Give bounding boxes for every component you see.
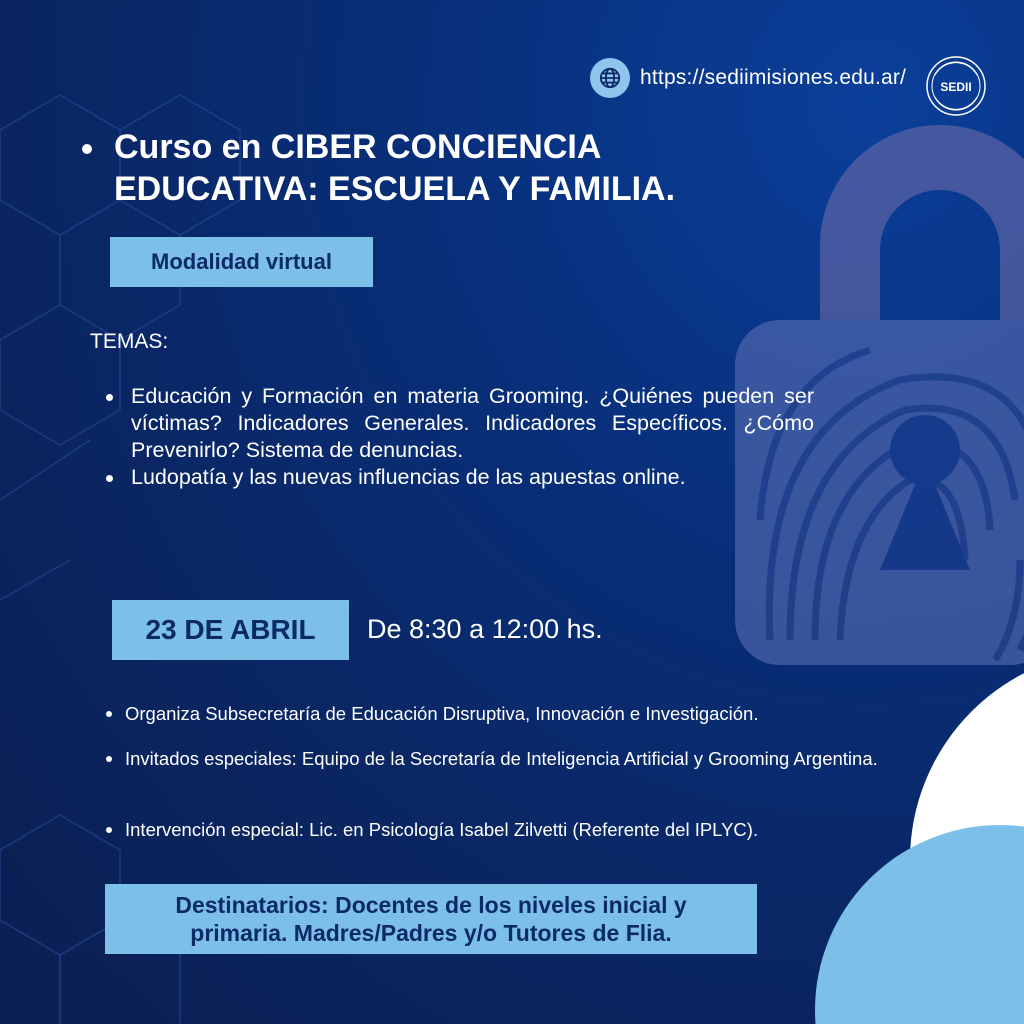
blue-blob (815, 825, 1024, 1024)
detail-item-guests: Invitados especiales: Equipo de la Secretaría de Inteligencia Artificial y Grooming Argentina. (104, 747, 916, 771)
audience-line-2: primaria. Madres/Padres y/o Tutores de Flia. (190, 920, 672, 946)
course-title-text: Curso en CIBER CONCIENCIA EDUCATIVA: ESCUELA Y FAMILIA. (114, 128, 676, 208)
logo-text: SEDII (940, 80, 972, 94)
topic-item: Ludopatía y las nuevas influencias de las apuestas online. (104, 464, 814, 491)
details-list (104, 818, 916, 842)
sedii-logo (925, 55, 987, 117)
website-link[interactable] (590, 58, 906, 98)
topic-item: Educación y Formación en materia Grooming. ¿Quiénes pueden ser víctimas? Indicadores Generales. Indicadores Específicos. ¿Cómo Prevenirlo? Sistema de denuncias. (104, 383, 814, 464)
time-range: De 8:30 a 12:00 hs. (367, 614, 603, 644)
audience-line-1: Destinatarios: Docentes de los niveles inicial y (175, 892, 687, 918)
date-badge: 23 DE ABRIL (112, 600, 349, 660)
details-list (104, 747, 916, 771)
website-url[interactable]: https://sediimisiones.edu.ar/ (640, 66, 907, 89)
detail-item-organizer: Organiza Subsecretaría de Educación Disruptiva, Innovación e Investigación. (104, 702, 916, 726)
details-list (104, 702, 916, 726)
modality-badge: Modalidad virtual (110, 237, 373, 287)
globe-icon (590, 58, 630, 98)
topics-label: TEMAS: (90, 330, 169, 353)
course-title (82, 126, 802, 210)
topics-list (104, 383, 814, 491)
audience-badge (105, 884, 757, 954)
title-bullet (82, 144, 92, 154)
detail-item-special: Intervención especial: Lic. en Psicología Isabel Zilvetti (Referente del IPLYC). (104, 818, 916, 842)
